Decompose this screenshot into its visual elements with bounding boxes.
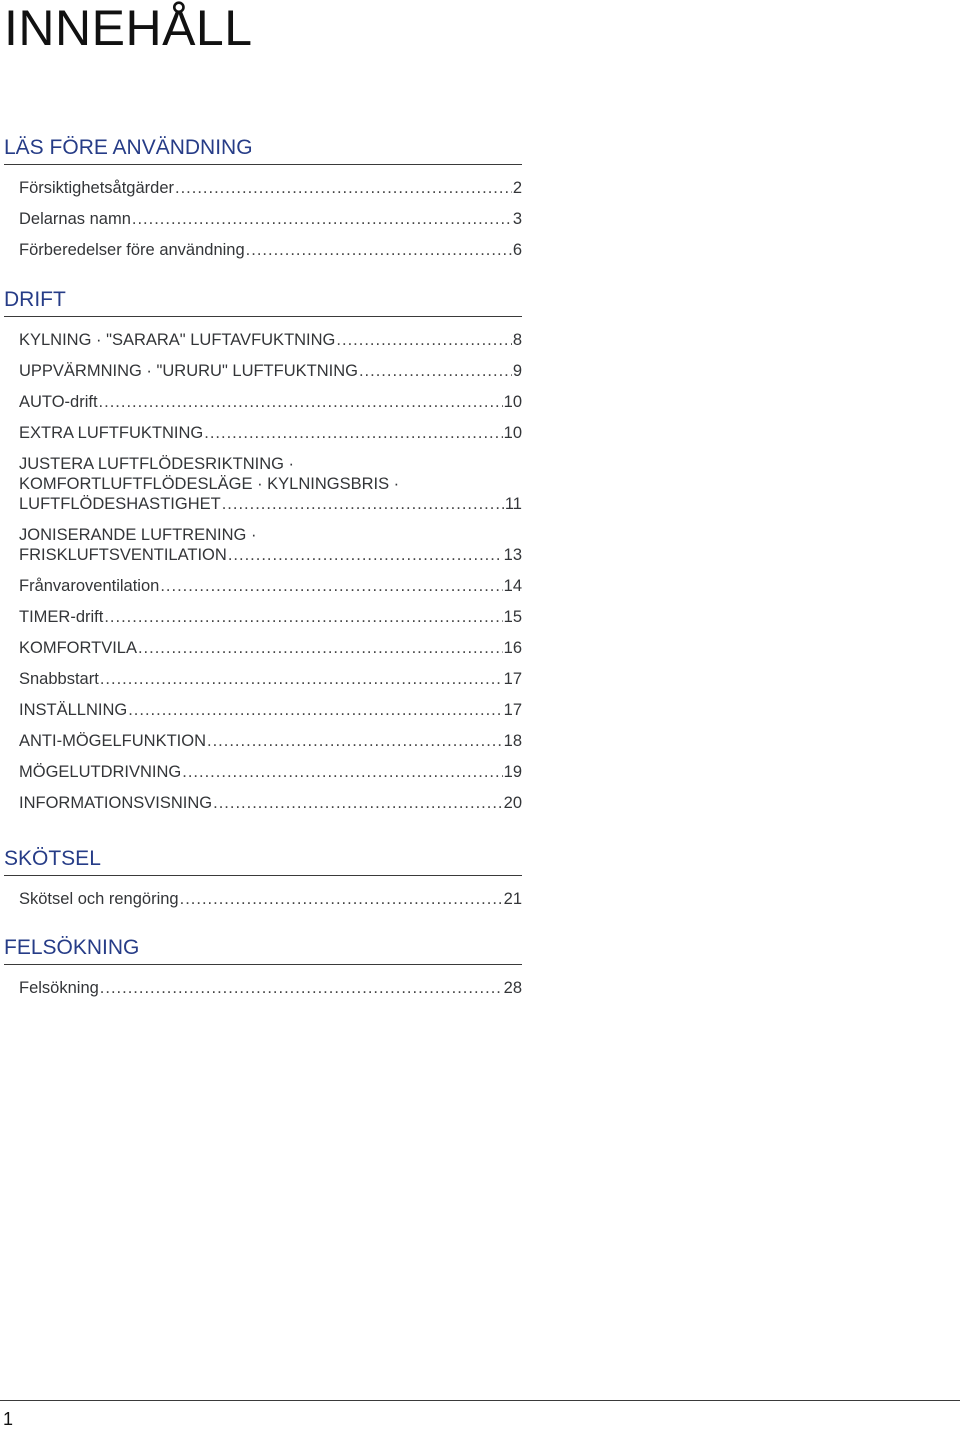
section-entries: [4, 876, 522, 909]
entry-label: KYLNING · "SARARA" LUFTAVFUKTNING: [19, 331, 336, 349]
toc-entry[interactable]: [19, 381, 522, 412]
entry-label-line: KOMFORTLUFTFLÖDESLÄGE · KYLNINGSBRIS ·: [19, 475, 400, 493]
entry-label: AUTO-drift: [19, 393, 98, 411]
leader-dots: [175, 178, 512, 198]
toc-entry[interactable]: [19, 443, 522, 514]
entry-page-number: 20: [503, 794, 522, 812]
entry-label: TIMER-drift: [19, 608, 104, 626]
leader-dots: [100, 978, 503, 998]
leader-dots: [359, 361, 512, 381]
section-header: [4, 286, 522, 317]
section-heading: SKÖTSEL: [4, 847, 101, 870]
toc-entry[interactable]: [19, 514, 522, 565]
entry-page-number: 13: [503, 546, 522, 564]
leader-dots: [222, 494, 504, 514]
leader-dots: [180, 889, 503, 909]
toc-entry[interactable]: [19, 878, 522, 909]
entry-page-number: 19: [503, 763, 522, 781]
entry-label: KOMFORTVILA: [19, 639, 137, 657]
section-felsokning: [4, 934, 522, 998]
toc-entry[interactable]: [19, 596, 522, 627]
leader-dots: [160, 576, 502, 596]
entry-label: Delarnas namn: [19, 210, 131, 228]
entry-label: Förberedelser före användning: [19, 241, 245, 259]
leader-dots: [104, 607, 502, 627]
leader-dots: [207, 731, 503, 751]
page-title: INNEHÅLL: [4, 0, 253, 56]
entry-page-number: 3: [512, 210, 522, 228]
entry-label-line: JONISERANDE LUFTRENING ·: [19, 526, 257, 544]
section-entries: [4, 317, 522, 813]
toc-entry[interactable]: [19, 751, 522, 782]
entry-label: INFORMATIONSVISNING: [19, 794, 213, 812]
entry-page-number: 21: [503, 890, 522, 908]
entry-page-number: 17: [503, 701, 522, 719]
entry-page-number: 16: [503, 639, 522, 657]
page-number: 1: [3, 1409, 14, 1429]
entry-page-number: 2: [512, 179, 522, 197]
leader-dots: [228, 545, 503, 565]
entry-label: INSTÄLLNING: [19, 701, 128, 719]
entry-label: Skötsel och rengöring: [19, 890, 179, 908]
entry-page-number: 28: [503, 979, 522, 997]
section-las-fore-anvandning: [4, 134, 522, 260]
entry-page-number: 9: [512, 362, 522, 380]
entry-label: Frånvaroventilation: [19, 577, 160, 595]
toc-entry[interactable]: [19, 198, 522, 229]
section-header: [4, 934, 522, 965]
entry-label: Försiktighetsåtgärder: [19, 179, 174, 197]
section-drift: [4, 286, 522, 813]
section-skotsel: [4, 845, 522, 909]
section-entries: [4, 165, 522, 260]
entry-page-number: 10: [503, 424, 522, 442]
entry-label: Felsökning: [19, 979, 99, 997]
leader-dots: [100, 669, 503, 689]
toc-entry[interactable]: [19, 350, 522, 381]
section-header: [4, 134, 522, 165]
toc-entry[interactable]: [19, 565, 522, 596]
entry-label: FRISKLUFTSVENTILATION: [19, 546, 227, 564]
toc-entry[interactable]: [19, 319, 522, 350]
toc-entry[interactable]: [19, 229, 522, 260]
entry-page-number: 11: [504, 495, 522, 513]
entry-page-number: 15: [503, 608, 522, 626]
section-heading: FELSÖKNING: [4, 936, 140, 959]
leader-dots: [138, 638, 503, 658]
section-heading: LÄS FÖRE ANVÄNDNING: [4, 136, 253, 159]
toc-entry[interactable]: [19, 689, 522, 720]
toc-entry[interactable]: [19, 782, 522, 813]
entry-page-number: 8: [512, 331, 522, 349]
entry-label-line: JUSTERA LUFTFLÖDESRIKTNING ·: [19, 455, 295, 473]
entry-page-number: 14: [503, 577, 522, 595]
leader-dots: [204, 423, 502, 443]
toc-entry[interactable]: [19, 412, 522, 443]
toc-entry[interactable]: [19, 627, 522, 658]
entry-page-number: 10: [503, 393, 522, 411]
section-entries: [4, 965, 522, 998]
toc-entry[interactable]: [19, 967, 522, 998]
leader-dots: [128, 700, 502, 720]
leader-dots: [246, 240, 512, 260]
entry-page-number: 18: [503, 732, 522, 750]
leader-dots: [132, 209, 512, 229]
leader-dots: [213, 793, 503, 813]
toc-entry[interactable]: [19, 658, 522, 689]
leader-dots: [336, 330, 511, 350]
toc-entry[interactable]: [19, 720, 522, 751]
entry-label: UPPVÄRMNING · "URURU" LUFTFUKTNING: [19, 362, 358, 380]
entry-page-number: 17: [503, 670, 522, 688]
entry-label: MÖGELUTDRIVNING: [19, 763, 182, 781]
toc-entry[interactable]: [19, 167, 522, 198]
entry-label: Snabbstart: [19, 670, 99, 688]
entry-page-number: 6: [512, 241, 522, 259]
entry-label: ANTI-MÖGELFUNKTION: [19, 732, 207, 750]
footer-divider: [0, 1400, 960, 1401]
leader-dots: [99, 392, 503, 412]
leader-dots: [182, 762, 502, 782]
entry-label: LUFTFLÖDESHASTIGHET: [19, 495, 221, 513]
entry-label: EXTRA LUFTFUKTNING: [19, 424, 204, 442]
section-header: [4, 845, 522, 876]
section-heading: DRIFT: [4, 288, 66, 311]
